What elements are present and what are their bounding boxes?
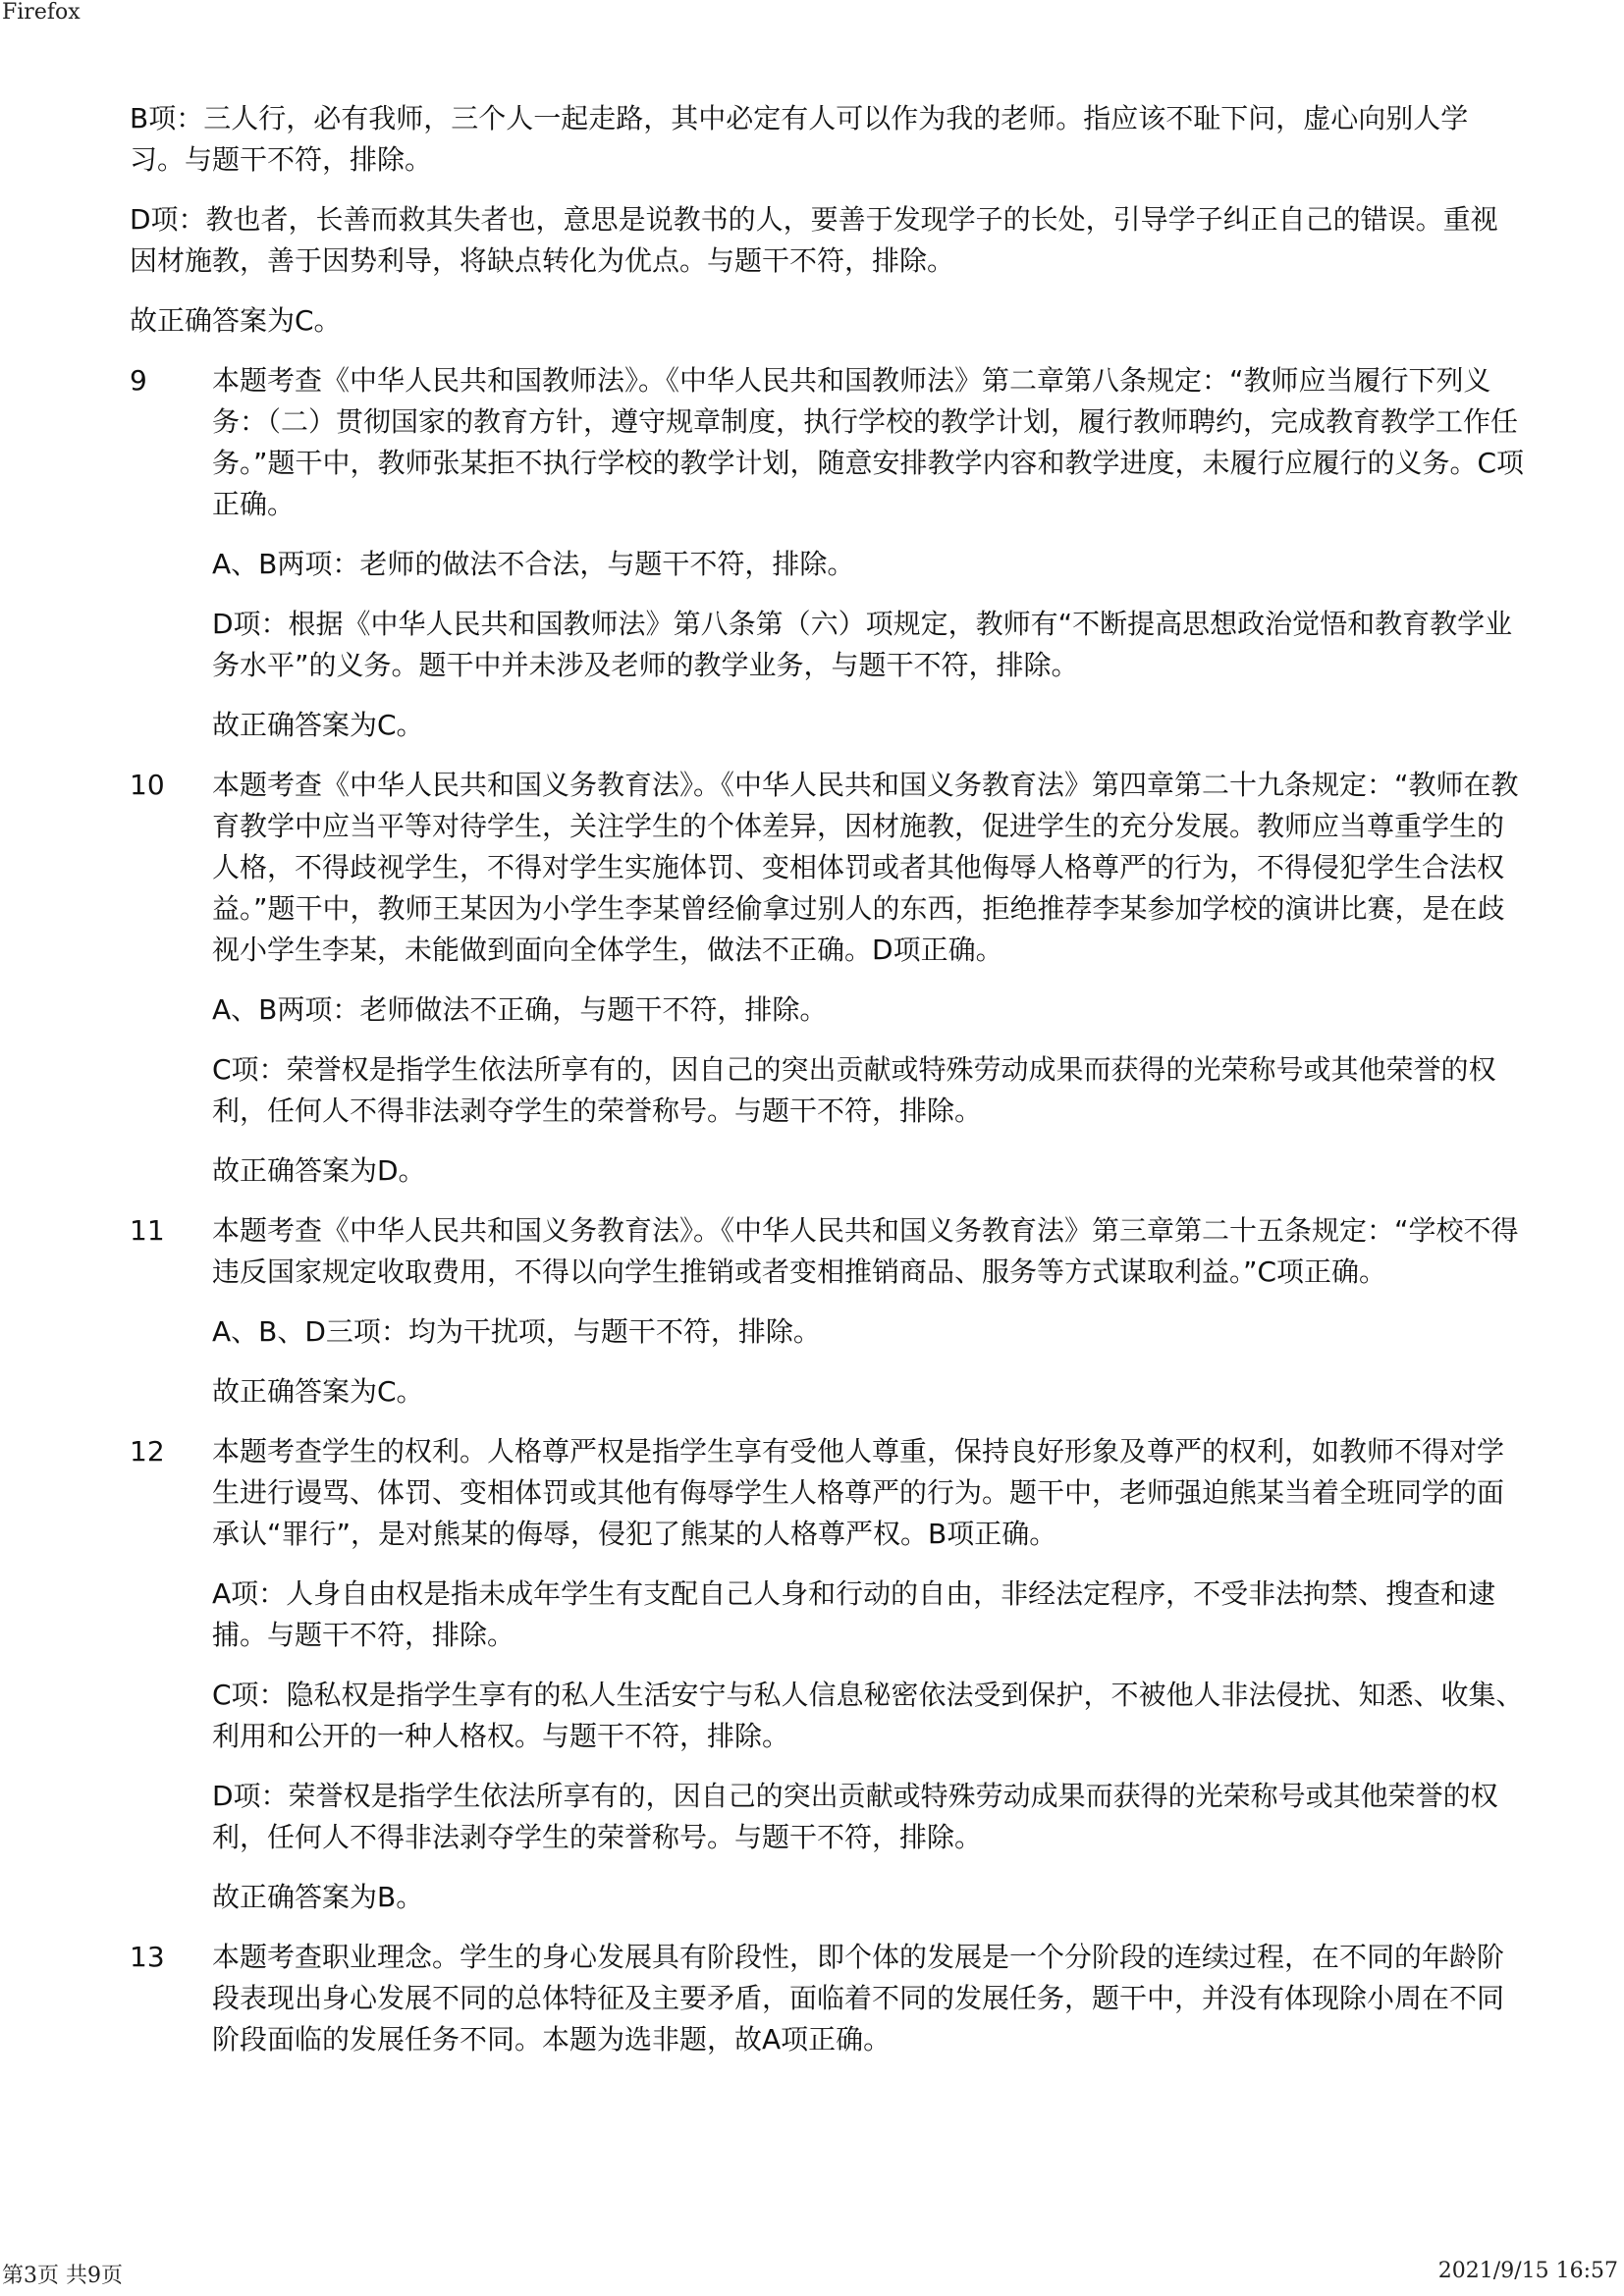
answer-line: 故正确答案为D。: [212, 1154, 426, 1187]
explanation-paragraph: A、B两项：老师的做法不合法，与题干不符，排除。: [212, 548, 855, 580]
question-item-13: [130, 1937, 1504, 2060]
explanation-paragraph: C项：隐私权是指学生享有的私人生活安宁与私人信息秘密依法受到保护，不被他人非法侵扰、知悉、收集、利用和公开的一种人格权。与题干不符，排除。: [212, 1679, 1524, 1752]
page-indicator: 第3页 共9页: [2, 2264, 123, 2288]
question-item-12: [130, 1431, 1524, 1918]
answer-line: 故正确答案为C。: [212, 709, 424, 741]
explanation-paragraph: 本题考查学生的权利。人格尊严权是指学生享有受他人尊重，保持良好形象及尊严的权利，如教师不得对学生进行谩骂、体罚、变相体罚或其他有侮辱学生人格尊严的行为。题干中，老师强迫熊某当着全班同学的面承认“罪行”，是对熊某的侮辱，侵犯了熊某的人格尊严权。B项正确。: [212, 1435, 1505, 1550]
explanation-paragraph: 本题考查职业理念。学生的身心发展具有阶段性，即个体的发展是一个分阶段的连续过程，在不同的年龄阶段表现出身心发展不同的总体特征及主要矛盾，面临着不同的发展任务，题干中，并没有体现除小周在不同阶段面临的发展任务不同。本题为选非题，故A项正确。: [212, 1941, 1505, 2056]
question-number: 10: [130, 769, 165, 801]
explanation-paragraph: A项：人身自由权是指未成年学生有支配自己人身和行动的自由，非经法定程序，不受非法拘禁、搜查和逮捕。与题干不符，排除。: [212, 1577, 1496, 1651]
intro-paragraph: D项：教也者，长善而救其失者也，意思是说教书的人，要善于发现学子的长处，引导学子纠正自己的错误。重视因材施教，善于因势利导，将缺点转化为优点。与题干不符，排除。: [130, 203, 1498, 277]
explanation-paragraph: C项：荣誉权是指学生依法所享有的，因自己的突出贡献或特殊劳动成果而获得的光荣称号或其他荣誉的权利，任何人不得非法剥夺学生的荣誉称号。与题干不符，排除。: [212, 1053, 1496, 1127]
explanation-paragraph: 本题考查《中华人民共和国教师法》。《中华人民共和国教师法》第二章第八条规定：“教师应当履行下列义务：（二）贯彻国家的教育方针，遵守规章制度，执行学校的教学计划，履行教师聘约，完成教育教学工作任务。”题干中，教师张某拒不执行学校的教学计划，随意安排教学内容和教学进度，未履行应履行的义务。C项正确。: [212, 364, 1525, 520]
question-item-10: [130, 765, 1519, 1192]
answer-line: 故正确答案为B。: [212, 1881, 424, 1913]
question-number: 11: [130, 1214, 165, 1247]
question-item-9: [130, 360, 1525, 746]
explanation-paragraph: 本题考查《中华人民共和国义务教育法》。《中华人民共和国义务教育法》第四章第二十九条规定：“教师在教育教学中应当平等对待学生，关注学生的个体差异，因材施教，促进学生的充分发展。教师应当尊重学生的人格，不得歧视学生，不得对学生实施体罚、变相体罚或者其他侮辱人格尊严的行为，不得侵犯学生合法权益。”题干中，教师王某因为小学生李某曾经偷拿过别人的东西，拒绝推荐李某参加学校的演讲比赛，是在歧视小学生李某，未能做到面向全体学生，做法不正确。D项正确。: [212, 769, 1519, 966]
question-number: 12: [130, 1435, 165, 1468]
question-item-11: [130, 1210, 1519, 1413]
browser-name: Firefox: [2, 0, 81, 25]
question-number: 9: [130, 364, 147, 397]
explanation-paragraph: 本题考查《中华人民共和国义务教育法》。《中华人民共和国义务教育法》第三章第二十五条规定：“学校不得违反国家规定收取费用，不得以向学生推销或者变相推销商品、服务等方式谋取利益。”C项正确。: [212, 1214, 1519, 1288]
explanation-paragraph: D项：根据《中华人民共和国教师法》第八条第（六）项规定，教师有“不断提高思想政治觉悟和教育教学业务水平”的义务。题干中并未涉及老师的教学业务，与题干不符，排除。: [212, 608, 1513, 681]
explanation-paragraph: A、B两项：老师做法不正确，与题干不符，排除。: [212, 993, 828, 1026]
question-number: 13: [130, 1941, 165, 1973]
intro-paragraph: B项：三人行，必有我师，三个人一起走路，其中必定有人可以作为我的老师。指应该不耻下问，虚心向别人学习。与题干不符，排除。: [130, 102, 1469, 176]
answer-explanations: [130, 98, 1525, 2079]
explanation-paragraph: A、B、D三项：均为干扰项，与题干不符，排除。: [212, 1315, 821, 1348]
answer-line: 故正确答案为C。: [212, 1375, 424, 1408]
print-timestamp: 2021/9/15 16:57: [1437, 2259, 1618, 2283]
explanation-paragraph: D项：荣誉权是指学生依法所享有的，因自己的突出贡献或特殊劳动成果而获得的光荣称号或其他荣誉的权利，任何人不得非法剥夺学生的荣誉称号。与题干不符，排除。: [212, 1780, 1498, 1853]
intro-answer: 故正确答案为C。: [130, 304, 342, 337]
